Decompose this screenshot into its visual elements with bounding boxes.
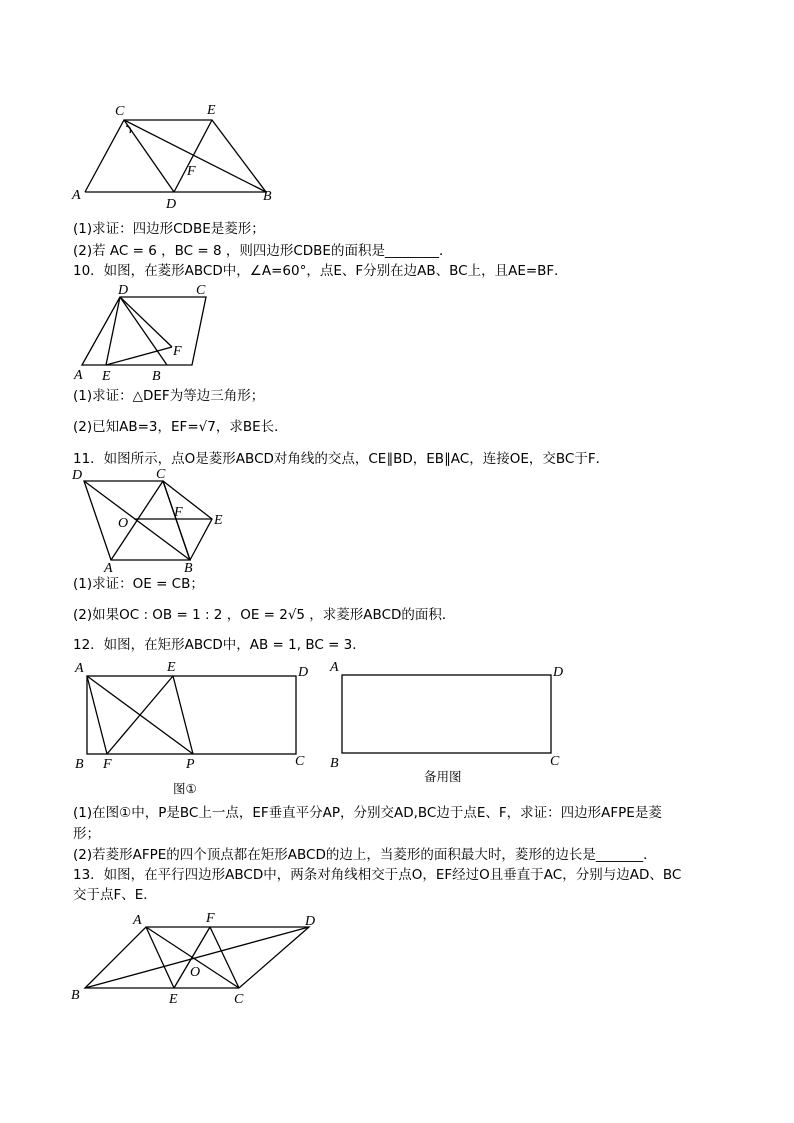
figure-q12-backup — [325, 656, 575, 776]
rectangle-ABCD — [342, 675, 551, 753]
label-D: D — [298, 665, 309, 680]
label-C: C — [295, 754, 305, 769]
q10-stem: 10．如图，在菱形ABCD中，∠A=60°，点E、F分别在边AB、BC上，且AE=BF． — [73, 263, 568, 279]
label-F: F — [206, 911, 215, 926]
q11-part1: (1)求证：OE = CB； — [73, 576, 204, 592]
q13-stem-line2: 交于点F、E． — [73, 887, 157, 903]
q12-part1-line1: (1)在图①中，P是BC上一点，EF垂直平分AP，分别交AD,BC边于点E、F，求证：四边形AFPE是菱 — [73, 805, 662, 821]
caption-backup: 备用图 — [424, 769, 462, 784]
label-F: F — [173, 344, 182, 359]
q12-part2: (2)若菱形AFPE的四个顶点都在矩形ABCD的边上，当菱形的面积最大时，菱形的边长是_______． — [73, 847, 657, 863]
label-B: B — [184, 561, 193, 576]
segment-DE — [106, 297, 120, 365]
label-B: B — [71, 988, 80, 1003]
label-A: A — [330, 660, 339, 675]
label-F: F — [187, 164, 196, 179]
quad-ACEB — [85, 120, 266, 192]
label-A: A — [72, 188, 81, 203]
segment-EP — [173, 676, 193, 754]
q12-stem: 12．如图，在矩形ABCD中，AB = 1, BC = 3． — [73, 637, 366, 653]
q13-stem-line1: 13．如图，在平行四边形ABCD中，两条对角线相交于点O，EF经过O且垂直于AC，分别与边AD、BC — [73, 867, 682, 883]
q10-part2: (2)已知AB=3，EF=√7，求BE长． — [73, 419, 288, 435]
label-B: B — [263, 189, 272, 204]
segment-AF — [87, 676, 107, 754]
label-F: F — [174, 505, 183, 520]
label-D: D — [118, 283, 129, 298]
label-A: A — [133, 913, 142, 928]
segment-CB — [124, 120, 266, 192]
label-E: E — [207, 103, 216, 118]
label-E: E — [169, 992, 178, 1007]
figure-q9 — [60, 95, 290, 215]
label-C: C — [115, 104, 125, 119]
q11-stem: 11．如图所示，点O是菱形ABCD对角线的交点，CE∥BD，EB∥AC，连接OE，交BC于F． — [73, 451, 610, 467]
segment-ED — [174, 120, 212, 192]
label-E: E — [167, 660, 176, 675]
q9-part1: (1)求证：四边形CDBE是菱形； — [73, 221, 265, 237]
label-C: C — [234, 992, 244, 1007]
label-D: D — [305, 914, 316, 929]
segment-EF — [107, 676, 173, 754]
label-P: P — [186, 757, 195, 772]
label-O: O — [118, 516, 129, 531]
label-E: E — [102, 369, 111, 384]
figure-q12-fig1 — [70, 656, 320, 776]
q10-part1: (1)求证：△DEF为等边三角形； — [73, 388, 265, 404]
caption-fig1: 图① — [173, 781, 197, 796]
label-E: E — [214, 513, 223, 528]
label-F: F — [103, 757, 112, 772]
label-O: O — [190, 965, 201, 980]
figure-q10 — [70, 282, 220, 382]
rectangle-ABCD — [87, 676, 296, 754]
label-D: D — [72, 468, 83, 483]
label-B: B — [330, 756, 339, 771]
label-B: B — [152, 369, 161, 384]
segment-DF — [120, 297, 172, 347]
figure-q13 — [70, 906, 330, 1016]
label-C: C — [156, 467, 166, 482]
q9-part2: (2)若 AC = 6 ，BC = 8 ，则四边形CDBE的面积是________． — [73, 243, 453, 259]
label-A: A — [104, 561, 113, 576]
q11-part2: (2)如果OC : OB = 1 : 2 ，OE = 2√5 ，求菱形ABCD的面积． — [73, 607, 456, 623]
label-C: C — [550, 754, 560, 769]
label-A: A — [75, 661, 84, 676]
label-D: D — [553, 665, 564, 680]
diagonal-DB — [84, 481, 190, 560]
label-A: A — [74, 368, 83, 383]
label-C: C — [196, 283, 206, 298]
label-B: B — [75, 757, 84, 772]
label-D: D — [166, 197, 177, 212]
right-angle-mark — [126, 126, 131, 133]
path-CEB — [163, 481, 212, 560]
segment-CD — [124, 120, 174, 192]
figure-q11 — [70, 466, 230, 576]
segment-EF — [106, 347, 172, 365]
q12-part1-line2: 形； — [73, 826, 100, 842]
segment-CB — [163, 481, 190, 560]
